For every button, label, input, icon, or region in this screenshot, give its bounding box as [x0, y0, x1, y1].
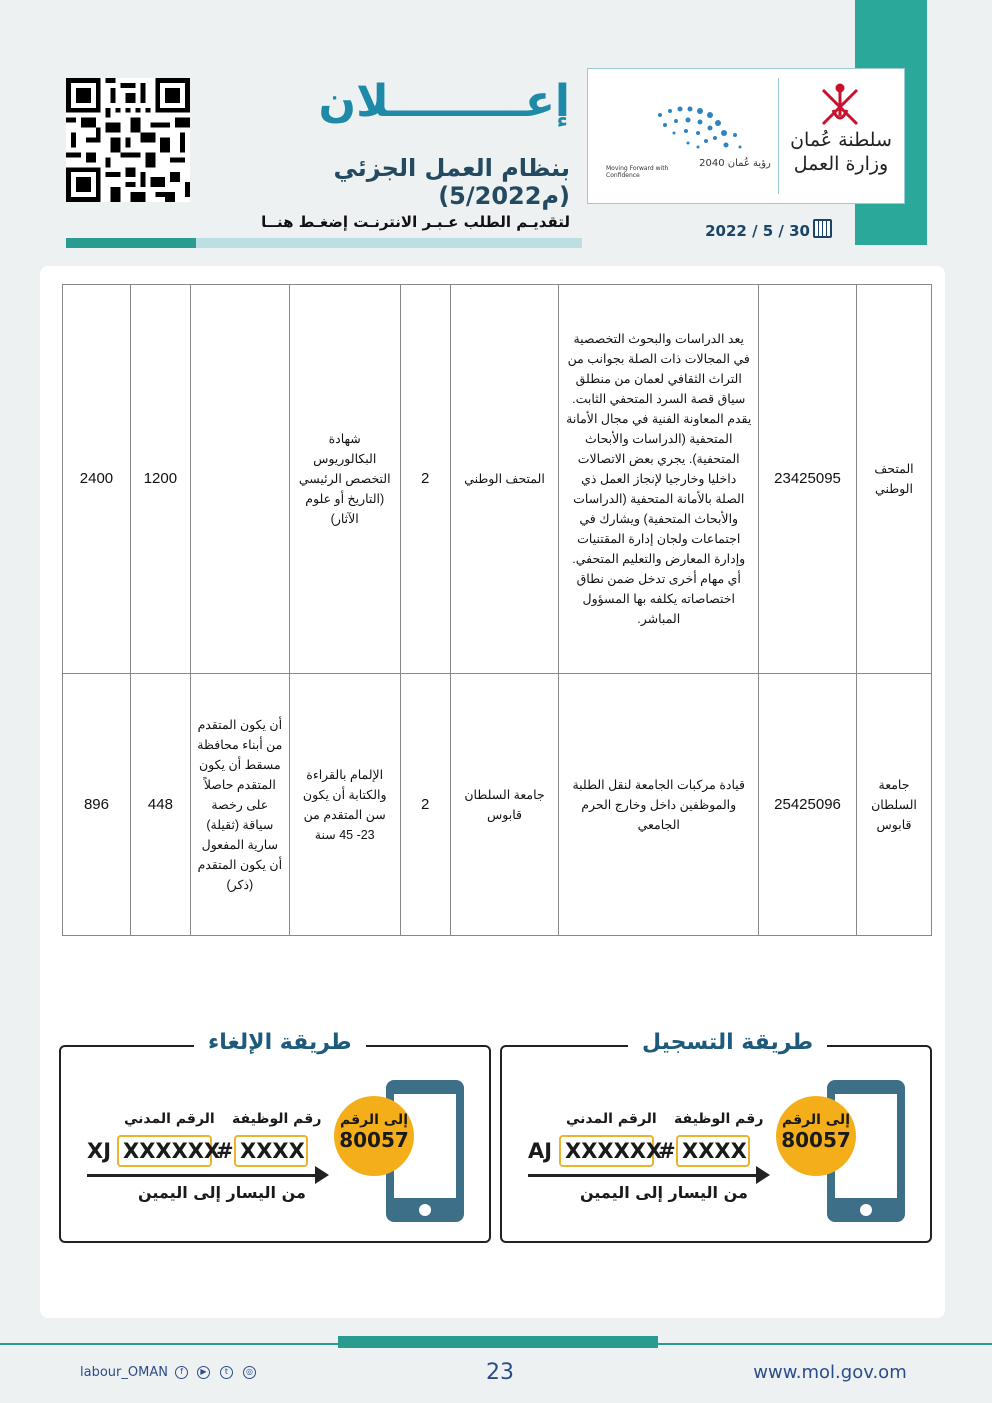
job-code-cell: 23425095: [759, 285, 857, 674]
direction-text: من اليسار إلى اليمين: [138, 1183, 306, 1202]
hash-separator: #: [216, 1139, 234, 1163]
direction-arrow: [528, 1174, 758, 1177]
qualification-cell: الإلمام بالقراءة والكتابة أن يكون سن المتقدم من 23- 45 سنة: [289, 674, 400, 936]
sms-number-bubble: إلى الرقم 80057: [776, 1096, 856, 1176]
conditions-cell: [190, 285, 289, 674]
count-cell: 2: [400, 285, 450, 674]
duties-cell: قيادة مركبات الجامعة لنقل الطلبة والموظفين داخل وخارج الحرم الجامعي: [559, 674, 759, 936]
twitter-icon[interactable]: t: [220, 1366, 233, 1379]
vision-2040-text: رؤية عُمان 2040: [699, 158, 771, 169]
arrow-head-icon: [756, 1166, 770, 1184]
table-row: [63, 285, 932, 674]
qualification-cell: شهادة البكالوريوس التخصص الرئيسي (التاريخ أو علوم الآثار): [289, 285, 400, 674]
oman-emblem-icon: [815, 80, 865, 130]
cancellation-title: طريقة الإلغاء: [194, 1030, 366, 1055]
direction-arrow: [87, 1174, 317, 1177]
employer-cell: المتحف الوطني: [856, 285, 931, 674]
instagram-icon[interactable]: ◎: [243, 1366, 256, 1379]
location-cell: جامعة السلطان قابوس: [450, 674, 559, 936]
salary-cell: 448: [130, 674, 190, 936]
salary-cell: 1200: [130, 285, 190, 674]
arrow-head-icon: [315, 1166, 329, 1184]
job-number-label: رقم الوظيفة: [232, 1111, 322, 1127]
total-cell: 2400: [63, 285, 131, 674]
sms-prefix: XJ: [87, 1139, 112, 1163]
direction-text: من اليسار إلى اليمين: [580, 1183, 748, 1202]
moving-forward-text: Moving Forward with Confidence: [606, 165, 669, 179]
footer-accent-bar: [338, 1336, 658, 1348]
logo-divider: [778, 78, 779, 194]
total-cell: 896: [63, 674, 131, 936]
job-number-box: XXXX: [676, 1135, 750, 1167]
job-number-label: رقم الوظيفة: [674, 1111, 764, 1127]
registration-title: طريقة التسجيل: [628, 1030, 827, 1055]
hash-separator: #: [658, 1139, 676, 1163]
civil-number-label: الرقم المدني: [124, 1111, 215, 1127]
calendar-icon: [813, 219, 832, 238]
count-cell: 2: [400, 674, 450, 936]
civil-number-label: الرقم المدني: [566, 1111, 657, 1127]
location-cell: المتحف الوطني: [450, 285, 559, 674]
announcement-date: 2022 / 5 / 30: [705, 222, 810, 240]
job-number-box: XXXX: [234, 1135, 308, 1167]
duties-cell: يعد الدراسات والبحوث التخصصية في المجالات ذات الصلة بجوانب من التراث الثقافي لعمان من منطلق سياق قصة السرد المتحفي الثابت. يقدم المعاونة الفنية في مجال الأمانة المتحفية (الدراسات والأبحاث المتحفية). يجري بعض الاتصالات داخليا وخارجيا لإنجاز العمل ذي الصلة بالأمانة المتحفية (الدراسات والأبحاث المتحفية) ويشارك في اجتماعات ولجان إدارة المقتنيات وإدارة المعارض والتعليم المتحفي. أي مهام أخرى تدخل ضمن نطاق اختصاصاته يكلفه بها المسؤول المباشر.: [559, 285, 759, 674]
page-subtitle: بنظام العمل الجزئي (م5/2022): [333, 154, 570, 210]
ministry-name: سلطنة عُمان وزارة العمل: [790, 129, 892, 175]
sms-number-bubble: إلى الرقم 80057: [334, 1096, 414, 1176]
job-code-cell: 25425096: [759, 674, 857, 936]
conditions-cell: أن يكون المتقدم من أبناء محافظة مسقط أن يكون المتقدم حاصلاً على رخصة سياقة (ثقيلة) سارية المفعول أن يكون المتقدم (ذكر): [190, 674, 289, 936]
table-row: [63, 674, 932, 936]
civil-number-box: XXXXXX: [117, 1135, 212, 1167]
facebook-icon[interactable]: f: [175, 1366, 188, 1379]
social-handle[interactable]: labour_OMAN: [80, 1365, 168, 1380]
page-title: إعـــــــــلان: [318, 76, 570, 127]
apply-underline-accent: [66, 238, 196, 248]
website-link[interactable]: www.mol.gov.om: [753, 1362, 907, 1383]
youtube-icon[interactable]: ▶: [197, 1366, 210, 1379]
apply-online-link[interactable]: لتقديـم الطلب عـبـر الانترنـت إضغـط هنــا: [261, 213, 570, 231]
employer-cell: جامعة السلطان قابوس: [856, 674, 931, 936]
qr-code-icon[interactable]: [66, 78, 190, 202]
page-number: 23: [486, 1360, 514, 1385]
jobs-table: [62, 284, 932, 936]
civil-number-box: XXXXXX: [559, 1135, 654, 1167]
sms-prefix: AJ: [528, 1139, 553, 1163]
